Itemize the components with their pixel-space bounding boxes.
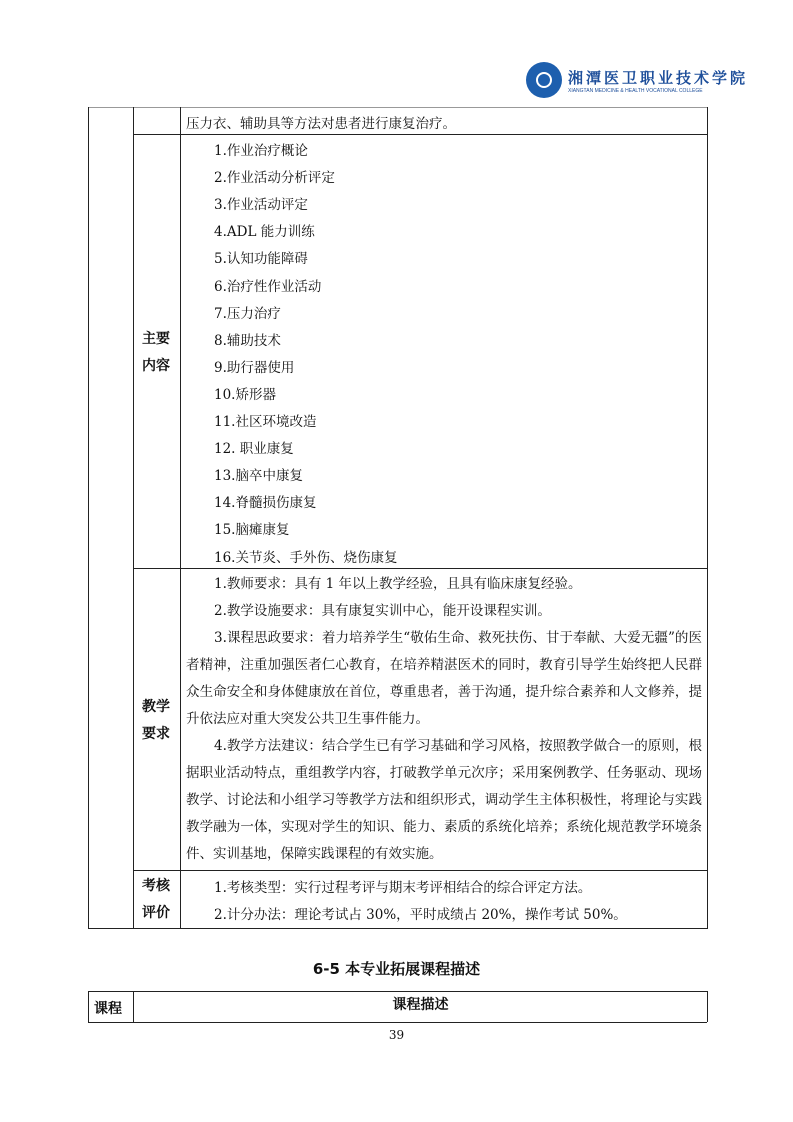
assessment-item: 1.考核类型：实行过程考评与期末考评相结合的综合评定方法。: [214, 880, 592, 896]
main-content-item: 13.脑卒中康复: [214, 468, 303, 485]
column-header-course: 课程: [94, 1001, 122, 1017]
main-content-item: 16.关节炎、手外伤、烧伤康复: [214, 549, 398, 566]
teaching-paragraph: 1.教师要求：具有 1 年以上教学经验，且具有临床康复经验。: [214, 576, 582, 592]
main-content-label-2: 内容: [142, 358, 170, 374]
main-content-item: 3.作业活动评定: [214, 197, 308, 214]
main-content-label-1: 主要: [142, 331, 170, 347]
main-content-item: 14.脊髓损伤康复: [214, 495, 317, 512]
college-name-en: XIANGTAN MEDICINE & HEALTH VOCATIONAL COLLEGE: [568, 87, 703, 94]
top-row-text: 压力衣、辅助具等方法对患者进行康复治疗。: [186, 116, 456, 132]
section-heading: 6-5 本专业拓展课程描述: [312, 960, 481, 978]
teaching-label-1: 教学: [142, 699, 170, 715]
teaching-paragraph: 2.教学设施要求：具有康复实训中心，能开设课程实训。: [214, 603, 551, 619]
main-content-item: 6.治疗性作业活动: [214, 278, 322, 295]
main-content-item: 5.认知功能障碍: [214, 251, 308, 268]
main-content-item: 2.作业活动分析评定: [214, 170, 335, 187]
college-name-cn: 湘潭医卫职业技术学院: [568, 68, 749, 87]
main-content-item: 4.ADL 能力训练: [214, 224, 315, 241]
main-content-item: 15.脑瘫康复: [214, 522, 290, 539]
main-content-item: 11.社区环境改造: [214, 414, 317, 430]
page-number: 39: [388, 1028, 405, 1042]
column-header-description: 课程描述: [392, 997, 449, 1013]
main-content-item: 8.辅助技术: [214, 332, 281, 349]
college-seal-icon: [526, 62, 562, 98]
main-content-item: 1.作业治疗概论: [214, 143, 308, 159]
main-content-item: 12. 职业康复: [214, 441, 294, 458]
college-logo: [526, 62, 748, 98]
teaching-paragraph: 4.教学方法建议：结合学生已有学习基础和学习风格，按照教学做合一的原则，根据职业活动特点，重组教学内容，打破教学单元次序；采用案例教学、任务驱动、现场教学、讨论法和小组学习等教学方法和组织形式，调动学生主体积极性，将理论与实践教学融为一体，实现对学生的知识、能力、素质的系统化培养；系统化规范教学环境条件、实训基地，保障实践课程的有效实施。: [186, 738, 702, 862]
main-content-item: 9.助行器使用: [214, 359, 295, 376]
assessment-label-1: 考核: [142, 878, 170, 894]
main-content-item: 7.压力治疗: [214, 305, 281, 322]
teaching-paragraph: 3.课程思政要求：着力培养学生“敬佑生命、救死扶伤、甘于奉献、大爱无疆”的医者精神，注重加强医者仁心教育，在培养精湛医术的同时，教育引导学生始终把人民群众生命安全和身体健康放在首位，尊重患者，善于沟通，提升综合素养和人文修养，提升依法应对重大突发公共卫生事件能力。: [186, 630, 702, 727]
main-content-item: 10.矫形器: [214, 386, 276, 403]
assessment-label-2: 评价: [142, 905, 170, 921]
teaching-label-2: 要求: [142, 726, 170, 742]
assessment-item: 2.计分办法：理论考试占 30%，平时成绩占 20%，操作考试 50%。: [214, 907, 627, 923]
